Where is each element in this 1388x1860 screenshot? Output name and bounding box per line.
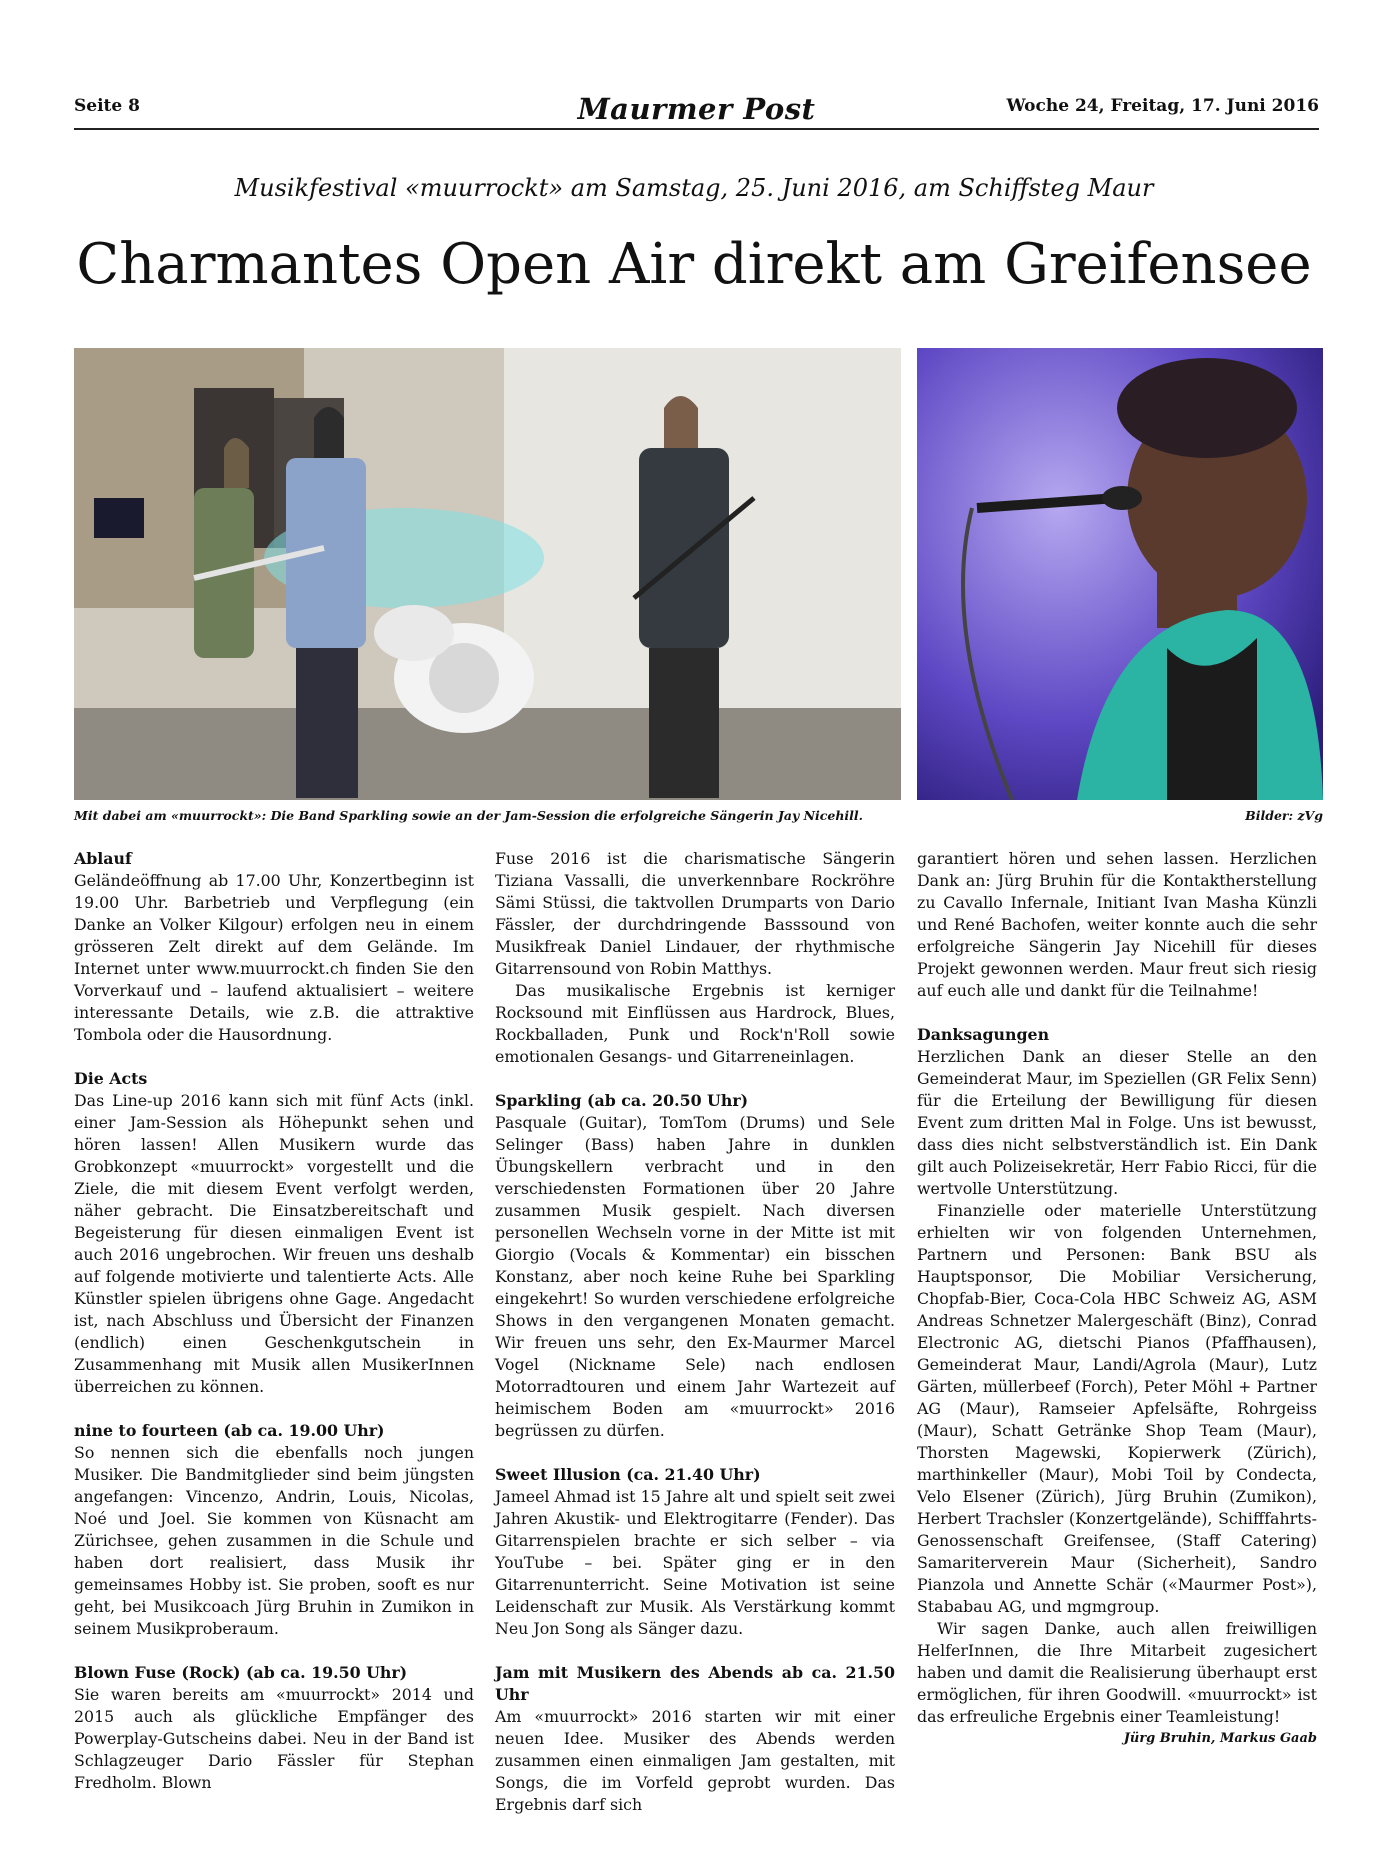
section-heading: Blown Fuse (Rock) (ab ca. 19.50 Uhr): [74, 1663, 408, 1682]
photo-credit: Bilder: zVg: [1245, 808, 1323, 823]
section-heading: Jam mit Musikern des Abends ab ca. 21.50 Uhr: [495, 1663, 895, 1704]
column-3: [917, 848, 1317, 1750]
page-header: [74, 92, 1319, 128]
masthead: Maurmer Post: [577, 92, 816, 126]
paragraph: Das Line-up 2016 kann sich mit fünf Acts (inkl. einer Jam-Session als Höhepunkt sehen und hören lassen! Allen Musikern wurde das Grobkonzept «muurrockt» vorgestellt und die Ziele, die mit diesem Event verfolgt werden, näher gebracht. Die Einsatzbereitschaft und Begeisterung für diesen einmaligen Event ist auch 2016 ungebrochen. Wir freuen uns deshalb auf folgende motivierte und talentierte Acts. Alle Künstler spielen übrigens ohne Gage. Angedacht ist, nach Abschluss und Übersicht der Finanzen (endlich) einen Geschenkgutschein in Zusammenhang mit Musik allen MusikerInnen überreichen zu können.: [74, 1091, 474, 1396]
paragraph: Sie waren bereits am «muurrockt» 2014 und 2015 auch als glückliche Empfänger des Powerplay-Gutscheins dabei. Neu in der Band ist Schlagzeuger Dario Fässler für Stephan Fredholm. Blown: [74, 1685, 474, 1792]
section-heading: Die Acts: [74, 1069, 148, 1088]
section-heading: nine to fourteen (ab ca. 19.00 Uhr): [74, 1421, 385, 1440]
issue-date: Woche 24, Freitag, 17. Juni 2016: [1006, 96, 1319, 116]
photo-caption: Mit dabei am «muurrockt»: Die Band Sparkling sowie an der Jam-Session die erfolgreiche Sängerin Jay Nicehill.: [74, 808, 864, 823]
column-2: [495, 848, 895, 1838]
paragraph: Jameel Ahmad ist 15 Jahre alt und spielt seit zwei Jahren Akustik- und Elektrogitarre (Fender). Das Gitarrenspielen brachte er sich selber – via YouTube – bei. Später ging er in den Gitarrenunterricht. Seine Motivation ist seine Leidenschaft zur Musik. Als Verstärkung kommt Neu Jon Song als Sänger dazu.: [495, 1487, 895, 1638]
band-photo: [74, 348, 901, 800]
section-heading: Ablauf: [74, 849, 132, 868]
column-1: [74, 848, 474, 1816]
author-signature: Jürg Bruhin, Markus Gaab: [1123, 1731, 1317, 1746]
paragraph: So nennen sich die ebenfalls noch jungen Musiker. Die Bandmitglieder sind beim jüngsten angefangen: Vincenzo, Andrin, Louis, Nicolas, Noé und Joel. Sie kommen von Küsnacht am Zürichsee, gehen zusammen in die Schule und haben dort realisiert, dass Musik ihr gemeinsames Hobby ist. Sie proben, sooft es nur geht, bei Musikcoach Jürg Bruhin in Zumikon in seinem Musikproberaum.: [74, 1443, 474, 1638]
paragraph: Geländeöffnung ab 17.00 Uhr, Konzertbeginn ist 19.00 Uhr. Barbetrieb und Verpflegung (ein Danke an Volker Kilgour) erfolgen neu in einem grösseren Zelt direkt auf dem Gelände. Im Internet unter www.muurrockt.ch finden Sie den Vorverkauf und – laufend aktualisiert – weitere interessante Details, wie z.B. die attraktive Tombola oder die Hausordnung.: [74, 871, 474, 1044]
paragraph: Pasquale (Guitar), TomTom (Drums) und Sele Selinger (Bass) haben Jahre in dunklen Übungskellern verbracht und in den verschiedensten Formationen über 20 Jahre zusammen Musik gespielt. Nach diversen personellen Wechseln vorne in der Mitte ist mit Giorgio (Vocals & Kommentar) ein bisschen Konstanz, aber noch keine Ruhe bei Sparkling eingekehrt! So wurden verschiedene erfolgreiche Shows in den vergangenen Monaten gemacht. Wir freuen uns sehr, den Ex-Maurmer Marcel Vogel (Nickname Sele) nach endlosen Motorradtouren und einem Jahr Wartezeit auf heimischem Boden am «muurrockt» 2016 begrüssen zu dürfen.: [495, 1113, 895, 1440]
section-heading: Sparkling (ab ca. 20.50 Uhr): [495, 1091, 749, 1110]
paragraph: Fuse 2016 ist die charismatische Sängerin Tiziana Vassalli, die unverkennbare Rockröhre Sämi Stüssi, die taktvollen Drumparts von Dario Fässler, der durchdringende Basssound von Musikfreak Daniel Lindauer, der rhythmische Gitarrensound von Robin Matthys.: [495, 849, 895, 978]
section-heading: Danksagungen: [917, 1025, 1050, 1044]
kicker: Musikfestival «muurrockt» am Samstag, 25. Juni 2016, am Schiffsteg Maur: [234, 174, 1154, 202]
paragraph: Wir sagen Danke, auch allen freiwilligen HelferInnen, die Ihre Mitarbeit zugesichert haben und damit die Realisierung überhaupt erst ermöglichen, für ihren Goodwill. «muurrockt» ist das erfreuliche Ergebnis einer Teamleistung!: [917, 1619, 1317, 1726]
header-rule: [74, 128, 1319, 130]
page-number: Seite 8: [74, 96, 140, 116]
paragraph: garantiert hören und sehen lassen. Herzlichen Dank an: Jürg Bruhin für die Kontaktherstellung zu Cavallo Infernale, Initiant Ivan Masha Künzli und René Bachofen, weiter konnte auch die sehr erfolgreiche Sängerin Jay Nicehill für dieses Projekt gewonnen werden. Maur freut sich riesig auf euch alle und dankt für die Teilnahme!: [917, 849, 1317, 1000]
headline: Charmantes Open Air direkt am Greifensee: [76, 232, 1312, 297]
paragraph: Finanzielle oder materielle Unterstützung erhielten wir von folgenden Unternehmen, Partnern und Personen: Bank BSU als Hauptsponsor, Die Mobiliar Versicherung, Chopfab-Bier, Coca-Cola HBC Schweiz AG, ASM Andreas Schnetzer Malergeschäft (Binz), Conrad Electronic AG, dietschi Pianos (Pfaffhausen), Gemeinderat Maur, Landi/Agrola (Maur), Lutz Gärten, müllerbeef (Forch), Peter Möhl + Partner AG (Maur), Ramseier Apfelsäfte, Rohrgeiss (Maur), Schatt Getränke Shop Team (Maur), Thorsten Magewski, Kopierwerk (Zürich), marthinkeller (Maur), Mobi Toil by Condecta, Velo Elsener (Zürich), Jürg Bruhin (Zumikon), Herbert Trachsler (Konzertgelände), Schifffahrts-Genossenschaft Greifensee, (Staff Catering) Samariterverein Maur (Sicherheit), Sandro Pianzola und Annette Schär («Maurmer Post»), Stababau AG, und mgmgroup.: [917, 1201, 1317, 1616]
singer-photo: [917, 348, 1323, 800]
paragraph: Das musikalische Ergebnis ist kerniger Rocksound mit Einflüssen aus Hardrock, Blues, Rockballaden, Punk und Rock'n'Roll sowie emotionalen Gesangs- und Gitarreneinlagen.: [495, 981, 895, 1066]
paragraph: Am «muurrockt» 2016 starten wir mit einer neuen Idee. Musiker des Abends werden zusammen einen einmaligen Jam gestalten, mit Songs, die im Vorfeld geprobt wurden. Das Ergebnis darf sich: [495, 1707, 895, 1814]
paragraph: Herzlichen Dank an dieser Stelle an den Gemeinderat Maur, im Speziellen (GR Felix Senn) für die Erteilung der Bewilligung für diesen Event zum dritten Mal in Folge. Uns ist bewusst, dass dies nicht selbstverständlich ist. Ein Dank gilt auch Polizeisekretär, Herr Fabio Ricci, für die wertvolle Unterstützung.: [917, 1047, 1317, 1198]
section-heading: Sweet Illusion (ca. 21.40 Uhr): [495, 1465, 761, 1484]
